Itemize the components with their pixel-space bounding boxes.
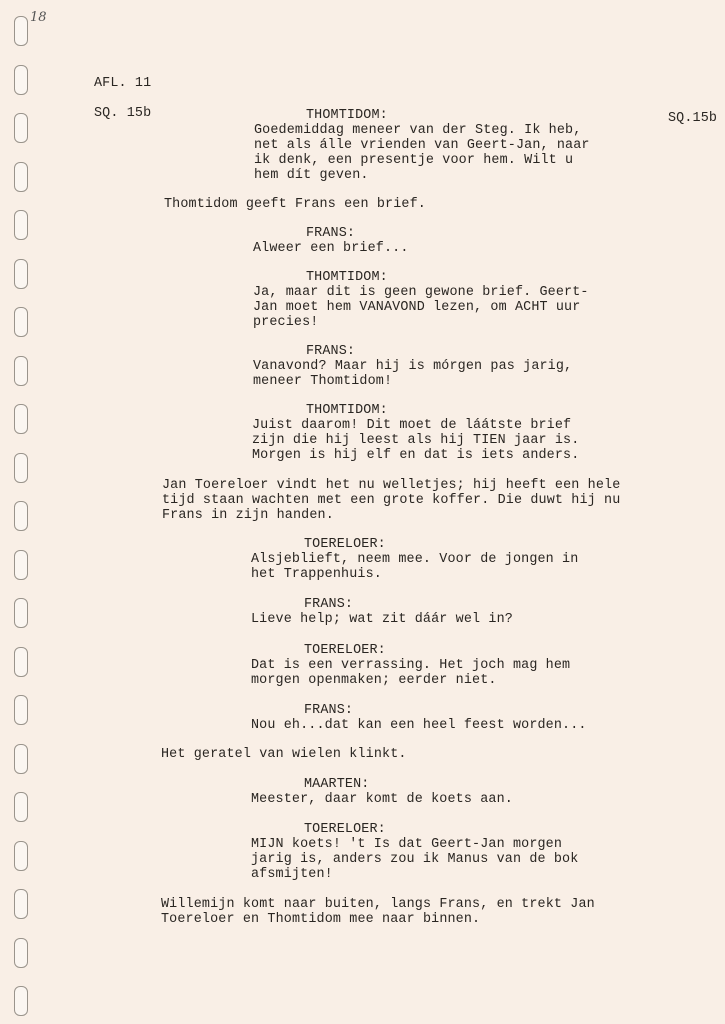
character-cue: TOERELOER: [304, 643, 386, 658]
character-cue: FRANS: [304, 703, 354, 718]
dialogue-line: Alweer een brief... [253, 241, 409, 256]
dialogue-line: morgen openmaken; eerder niet. [251, 673, 497, 688]
dialogue-line: ik denk, een presentje voor hem. Wilt u [254, 153, 574, 168]
binding-hole [14, 501, 28, 531]
character-cue: FRANS: [306, 226, 356, 241]
stage-direction: Jan Toereloer vindt het nu welletjes; hij heeft een hele [162, 478, 621, 493]
binding-hole [14, 16, 28, 46]
dialogue-line: het Trappenhuis. [251, 567, 382, 582]
binding-hole [14, 647, 28, 677]
binding-hole [14, 841, 28, 871]
stage-direction: Thomtidom geeft Frans een brief. [164, 197, 426, 212]
dialogue-line: Ja, maar dit is geen gewone brief. Geert- [253, 285, 589, 300]
binding-hole [14, 307, 28, 337]
dialogue-line: zijn die hij leest als hij TIEN jaar is. [252, 433, 580, 448]
character-cue: MAARTEN: [304, 777, 370, 792]
dialogue-line: precies! [253, 315, 319, 330]
sequence-label-right: SQ.15b [668, 111, 718, 126]
binding-hole [14, 210, 28, 240]
binding-hole [14, 404, 28, 434]
character-cue: THOMTIDOM: [306, 270, 388, 285]
dialogue-line: jarig is, anders zou ik Manus van de bok [251, 852, 579, 867]
dialogue-line: Juist daarom! Dit moet de láátste brief [252, 418, 572, 433]
dialogue-line: hem dít geven. [254, 168, 369, 183]
dialogue-line: Nou eh...dat kan een heel feest worden... [251, 718, 587, 733]
dialogue-line: Meester, daar komt de koets aan. [251, 792, 513, 807]
episode-label: AFL. 11 [94, 76, 152, 91]
dialogue-line: net als álle vrienden van Geert-Jan, naar [254, 138, 590, 153]
dialogue-line: Vanavond? Maar hij is mórgen pas jarig, [253, 359, 573, 374]
binding-hole [14, 113, 28, 143]
character-cue: THOMTIDOM: [306, 403, 388, 418]
dialogue-line: Lieve help; wat zit dáár wel in? [251, 612, 513, 627]
character-cue: TOERELOER: [304, 537, 386, 552]
binding-hole [14, 695, 28, 725]
sequence-label-left: SQ. 15b [94, 106, 152, 121]
stage-direction: tijd staan wachten met een grote koffer. Die duwt hij nu [162, 493, 621, 508]
dialogue-line: MIJN koets! 't Is dat Geert-Jan morgen [251, 837, 563, 852]
dialogue-line: Jan moet hem VANAVOND lezen, om ACHT uur [253, 300, 581, 315]
binding-hole [14, 744, 28, 774]
binding-hole [14, 792, 28, 822]
stage-direction: Frans in zijn handen. [162, 508, 334, 523]
binding-hole [14, 65, 28, 95]
dialogue-line: afsmijten! [251, 867, 333, 882]
handwritten-page-number: 18 [30, 10, 47, 25]
stage-direction: Toereloer en Thomtidom mee naar binnen. [161, 912, 481, 927]
character-cue: THOMTIDOM: [306, 108, 388, 123]
binding-hole [14, 938, 28, 968]
binding-hole [14, 550, 28, 580]
ring-binding-holes [8, 10, 30, 1020]
dialogue-line: Morgen is hij elf en dat is iets anders. [252, 448, 580, 463]
binding-hole [14, 356, 28, 386]
binding-hole [14, 162, 28, 192]
dialogue-line: meneer Thomtidom! [253, 374, 393, 389]
character-cue: FRANS: [304, 597, 354, 612]
stage-direction: Het geratel van wielen klinkt. [161, 747, 407, 762]
binding-hole [14, 259, 28, 289]
binding-hole [14, 889, 28, 919]
character-cue: TOERELOER: [304, 822, 386, 837]
binding-hole [14, 598, 28, 628]
dialogue-line: Dat is een verrassing. Het joch mag hem [251, 658, 571, 673]
character-cue: FRANS: [306, 344, 356, 359]
dialogue-line: Goedemiddag meneer van der Steg. Ik heb, [254, 123, 582, 138]
stage-direction: Willemijn komt naar buiten, langs Frans, en trekt Jan [161, 897, 595, 912]
binding-hole [14, 453, 28, 483]
binding-hole [14, 986, 28, 1016]
dialogue-line: Alsjeblieft, neem mee. Voor de jongen in [251, 552, 579, 567]
